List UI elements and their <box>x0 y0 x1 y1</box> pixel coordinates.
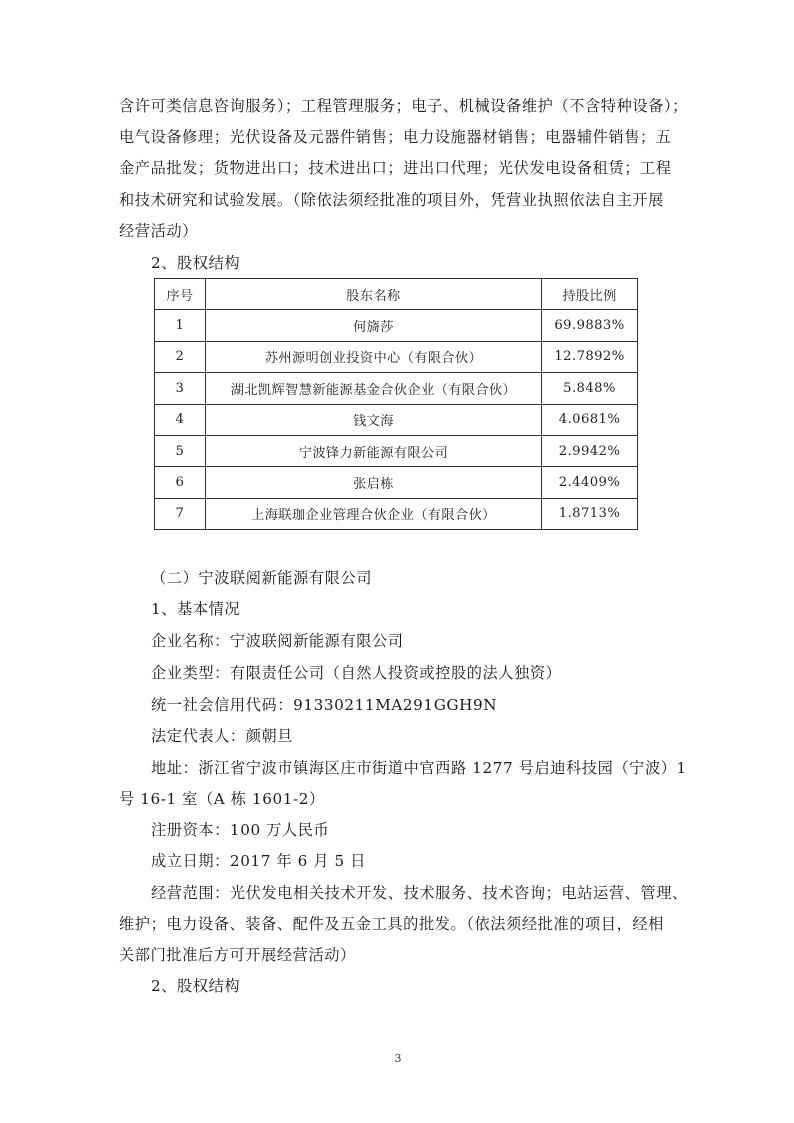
cell-ratio: 2.9942% <box>542 435 638 466</box>
business-scope-continued <box>119 91 688 247</box>
address-line-1: 地址：浙江省宁波市镇海区庄市街道中官西路 1277 号启迪科技园（宁波）1 <box>151 759 687 777</box>
address-line-2: 号 16-1 室（A 栋 1601-2） <box>119 790 325 808</box>
cell-shareholder: 苏州源明创业投资中心（有限合伙） <box>205 341 541 372</box>
founded-date-field: 成立日期：2017 年 6 月 5 日 <box>151 852 367 870</box>
column-header-shareholder: 股东名称 <box>205 279 541 310</box>
credit-code-field: 统一社会信用代码：91330211MA291GGH9N <box>151 696 498 714</box>
business-scope-line-1: 经营范围：光伏发电相关技术开发、技术服务、技术咨询；电站运营、管理、 <box>151 884 688 902</box>
cell-no: 4 <box>155 404 206 435</box>
equity-table <box>154 278 638 530</box>
table-row <box>155 341 638 372</box>
text-line: 金产品批发；货物进出口；技术进出口；进出口代理；光伏发电设备租赁；工程 <box>119 159 672 178</box>
equity-structure-heading: 2、股权结构 <box>151 254 241 272</box>
text-line: 和技术研究和试验发展。（除依法须经批准的项目外，凭营业执照依法自主开展 <box>119 190 664 209</box>
table-header-row <box>155 279 638 310</box>
table-row <box>155 435 638 466</box>
cell-no: 7 <box>155 498 206 529</box>
cell-ratio: 2.4409% <box>542 467 638 498</box>
cell-ratio: 1.8713% <box>542 498 638 529</box>
cell-shareholder: 何旖莎 <box>205 310 541 341</box>
cell-no: 5 <box>155 435 206 466</box>
cell-no: 3 <box>155 373 206 404</box>
cell-no: 1 <box>155 310 206 341</box>
cell-no: 6 <box>155 467 206 498</box>
table-row <box>155 498 638 529</box>
legal-representative-field: 法定代表人：颜朝旦 <box>151 727 294 745</box>
text-line: 经营活动） <box>119 221 198 240</box>
company-type-field: 企业类型：有限责任公司（自然人投资或控股的法人独资） <box>151 664 562 682</box>
column-header-no: 序号 <box>155 279 206 310</box>
cell-no: 2 <box>155 341 206 372</box>
column-header-ratio: 持股比例 <box>542 279 638 310</box>
table-row <box>155 310 638 341</box>
page-number: 3 <box>394 1052 402 1065</box>
cell-shareholder: 宁波锋力新能源有限公司 <box>205 435 541 466</box>
text-line: 含许可类信息咨询服务）；工程管理服务；电子、机械设备维护（不含特种设备）； <box>119 97 688 115</box>
text-line: 电气设备修理；光伏设备及元器件销售；电力设施器材销售；电器辅件销售；五 <box>119 128 672 147</box>
cell-shareholder: 湖北凯辉智慧新能源基金合伙企业（有限合伙） <box>205 373 541 404</box>
cell-ratio: 12.7892% <box>542 341 638 372</box>
cell-ratio: 5.848% <box>542 373 638 404</box>
section-title: （二）宁波联阅新能源有限公司 <box>151 569 373 587</box>
cell-shareholder: 张启栋 <box>205 467 541 498</box>
equity-structure-heading-2: 2、股权结构 <box>151 977 241 995</box>
cell-ratio: 69.9883% <box>542 310 638 341</box>
table-row <box>155 373 638 404</box>
business-scope-line-2: 维护；电力设备、装备、配件及五金工具的批发。（依法须经批准的项目，经相 <box>119 915 664 933</box>
cell-ratio: 4.0681% <box>542 404 638 435</box>
table-row <box>155 467 638 498</box>
company-name-field: 企业名称：宁波联阅新能源有限公司 <box>151 632 404 650</box>
cell-shareholder: 钱文海 <box>205 404 541 435</box>
cell-shareholder: 上海联珈企业管理合伙企业（有限合伙） <box>205 498 541 529</box>
table-row <box>155 404 638 435</box>
business-scope-line-3: 关部门批准后方可开展经营活动） <box>119 946 356 964</box>
basic-info-heading: 1、基本情况 <box>151 600 241 618</box>
registered-capital-field: 注册资本：100 万人民币 <box>151 821 330 839</box>
